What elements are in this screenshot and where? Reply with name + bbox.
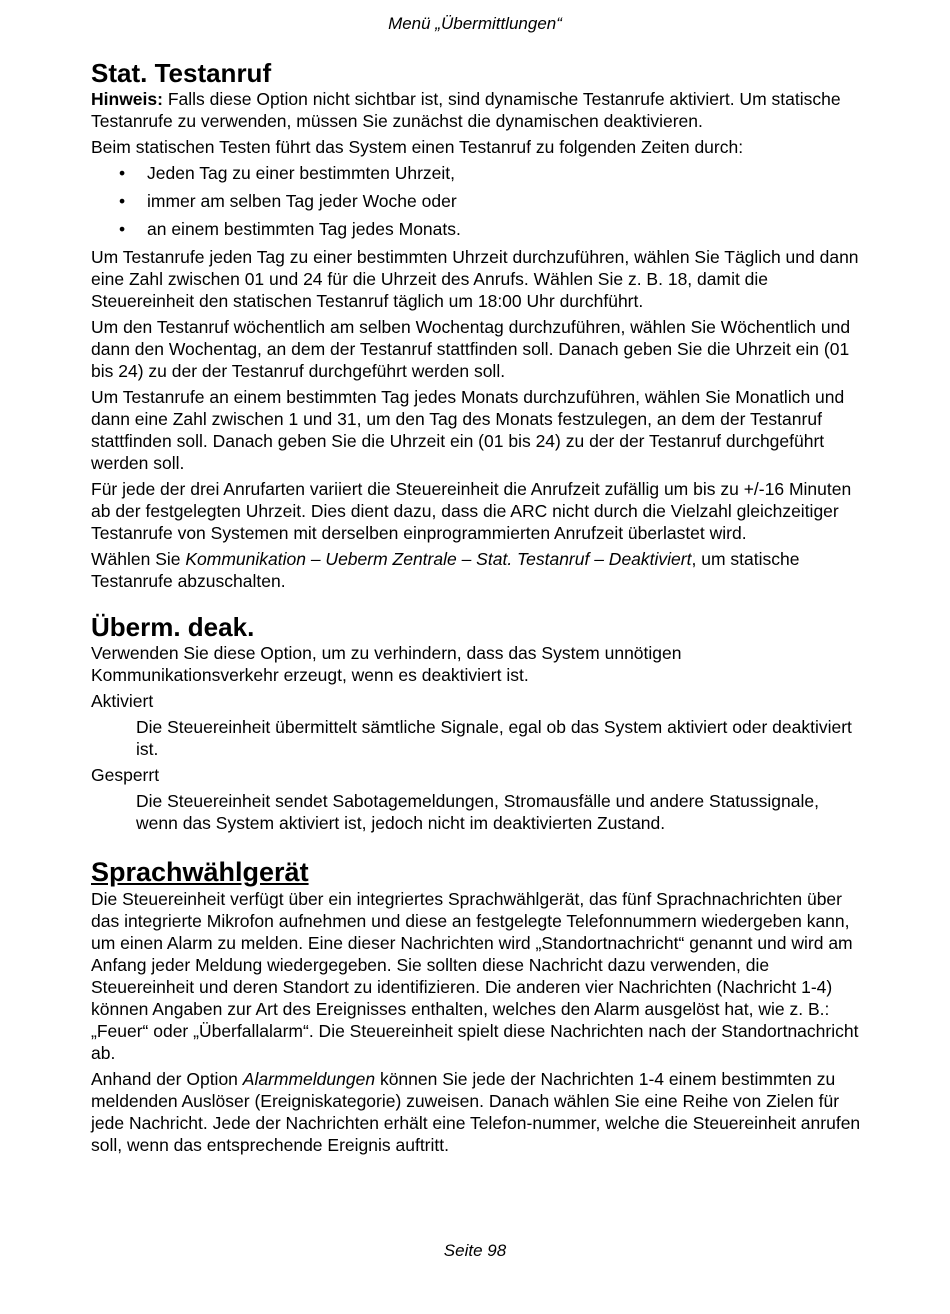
voice-para-1: Die Steuereinheit verfügt über ein integriertes Sprachwählgerät, das fünf Sprachnachrichten über das integrierte Mikrofon aufnehmen und diese an festgelegte Telefonnummern wiedergeben kann, um einen Alarm zu melden. Eine dieser Nachrichten wird „Standortnachricht“ genannt und wird am Anfang jeder Meldung wiedergegeben. Sie sollten diese Nachricht dazu verwenden, die Steuereinheit und deren Standort zu identifizieren. Die anderen vier Nachrichten (Nachricht 1-4) können Angaben zur Art des Ereignisses enthalten, welches den Alarm ausgelöst hat, wie z. B.: „Feuer“ oder „Überfallalarm“. Die Steuereinheit spielt diese Nachrichten nach der Standortnachricht ab. (91, 889, 859, 1063)
list-item: • Jeden Tag zu einer bestimmten Uhrzeit, (119, 163, 456, 183)
para-weekly: Um den Testanruf wöchentlich am selben Wochentag durchzuführen, wählen Sie Wöchentlich und dann den Wochentag, an dem der Testanruf stattfinden soll. Danach geben Sie die Uhrzeit ein (01 bis 24) zu der der Testanruf durchgeführt werden soll. (91, 317, 851, 381)
list-item: • immer am selben Tag jeder Woche oder (119, 191, 457, 211)
test-intro: Beim statischen Testen führt das System einen Testanruf zu folgenden Zeiten durch: (91, 137, 744, 157)
page-content (91, 58, 861, 1160)
option-label-gesperrt: Gesperrt (91, 765, 160, 785)
menu-path: Kommunikation – Ueberm Zentrale – Stat. Testanruf – Deaktiviert (185, 549, 692, 569)
bullet-icon: • (119, 191, 126, 211)
option-text-gesperrt: Die Steuereinheit sendet Sabotagemeldungen, Stromausfälle und andere Statussignale, wenn das System aktiviert ist, jedoch nicht im deaktivierten Zustand. (136, 791, 819, 833)
deak-intro: Verwenden Sie diese Option, um zu verhindern, dass das System unnötigen Kommunikationsverkehr erzeugt, wenn es deaktiviert ist. (91, 643, 682, 685)
heading-sprachwahlgerat: Sprachwählgerät (91, 857, 309, 887)
option-name: Alarmmeldungen (242, 1069, 376, 1089)
bullet-icon: • (119, 163, 126, 183)
running-header: Menü „Übermittlungen“ (388, 14, 562, 33)
page-number: Seite 98 (443, 1241, 507, 1260)
note-text: Falls diese Option nicht sichtbar ist, sind dynamische Testanrufe aktiviert. Um statische Testanrufe zu verwenden, müssen Sie zunächst die dynamischen deaktivieren. (91, 89, 841, 131)
test-schedule-list (91, 162, 861, 240)
heading-uberm-deak: Überm. deak. (91, 612, 255, 642)
note-label: Hinweis: (91, 89, 163, 109)
para-daily: Um Testanrufe jeden Tag zu einer bestimmten Uhrzeit durchzuführen, wählen Sie Täglich und dann eine Zahl zwischen 01 und 24 für die Uhrzeit des Anrufs. Wählen Sie z. B. 18, damit die Steuereinheit den statischen Testanruf täglich um 18:00 Uhr durchführt. (91, 247, 859, 311)
note-paragraph (91, 88, 861, 132)
para-disable: Wählen Sie Kommunikation – Ueberm Zentrale – Stat. Testanruf – Deaktiviert, um statische Testanrufe abzuschalten. (91, 549, 800, 591)
para-random: Für jede der drei Anrufarten variiert die Steuereinheit die Anrufzeit zufällig um bis zu +/-16 Minuten ab der festgelegten Uhrzeit. Dies dient dazu, dass die ARC nicht durch die Vielzahl gleichzeitiger Testanrufe von Systemen mit derselben einprogrammierten Anrufzeit überlastet wird. (91, 479, 852, 543)
option-text-aktiviert: Die Steuereinheit übermittelt sämtliche Signale, egal ob das System aktiviert oder deaktiviert ist. (136, 717, 852, 759)
list-item: • an einem bestimmten Tag jedes Monats. (119, 219, 461, 239)
bullet-icon: • (119, 219, 126, 239)
option-label-aktiviert: Aktiviert (91, 691, 154, 711)
heading-stat-testanruf: Stat. Testanruf (91, 58, 272, 88)
para-monthly: Um Testanrufe an einem bestimmten Tag jedes Monats durchzuführen, wählen Sie Monatlich und dann eine Zahl zwischen 1 und 31, um den Tag des Monats festzulegen, an dem der Testanruf stattfinden soll. Danach geben Sie die Uhrzeit ein (01 bis 24) zu der der Testanruf durchgeführt werden soll. (91, 387, 845, 473)
voice-para-2: Anhand der Option Alarmmeldungen können Sie jede der Nachrichten 1-4 einem bestimmten zu meldenden Auslöser (Ereigniskategorie) zuweisen. Danach wählen Sie eine Reihe von Zielen für jede Nachricht. Jede der Nachrichten erhält eine Telefon-nummer, welche die Steuereinheit anrufen soll, wenn das entsprechende Ereignis auftritt. (91, 1069, 861, 1155)
